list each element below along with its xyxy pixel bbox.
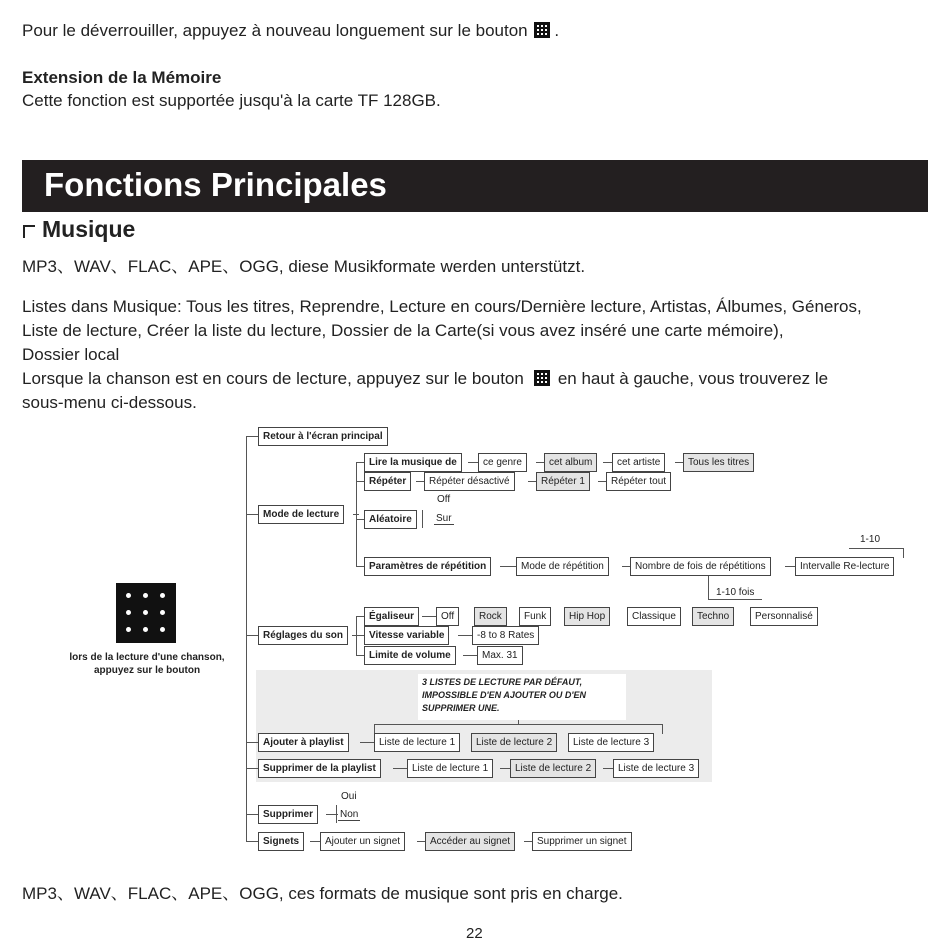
signet-ajouter[interactable]: Ajouter un signet — [320, 832, 405, 851]
connector — [356, 566, 364, 567]
menu-supprimer-playlist[interactable]: Supprimer de la playlist — [258, 759, 381, 778]
unlock-instruction — [22, 21, 559, 41]
connector — [356, 462, 364, 463]
section-banner — [22, 160, 928, 212]
connector — [246, 841, 258, 842]
signet-supprimer[interactable]: Supprimer un signet — [532, 832, 632, 851]
connector — [356, 519, 364, 520]
supprimer-liste-2[interactable]: Liste de lecture 2 — [510, 759, 596, 778]
eq-personnalise[interactable]: Personnalisé — [750, 607, 818, 626]
menu-limite-volume[interactable]: Limite de volume — [364, 646, 456, 665]
connector — [422, 510, 423, 528]
option-oui[interactable]: Oui — [341, 791, 357, 802]
connector — [336, 805, 337, 823]
connector — [500, 768, 510, 769]
connector — [393, 768, 407, 769]
volume-max[interactable]: Max. 31 — [477, 646, 523, 665]
connector — [468, 462, 478, 463]
connector — [903, 548, 904, 558]
option-mode-repetition[interactable]: Mode de répétition — [516, 557, 609, 576]
option-cet-album[interactable]: cet album — [544, 453, 597, 472]
music-formats-line: MP3、WAV、FLAC、APE、OGG, diese Musikformate werden unterstützt. — [22, 257, 586, 276]
connector — [417, 841, 425, 842]
connector — [458, 635, 472, 636]
option-repeter-tout[interactable]: Répéter tout — [606, 472, 671, 491]
connector — [849, 548, 903, 549]
connector — [246, 814, 258, 815]
memory-text: Cette fonction est supportée jusqu'à la carte TF 128GB. — [22, 91, 441, 110]
option-off[interactable]: Off — [437, 494, 451, 505]
mode-branch-line — [356, 462, 357, 566]
range-1-10: 1-10 — [860, 534, 881, 545]
connector — [356, 655, 364, 656]
signet-acceder[interactable]: Accéder au signet — [425, 832, 515, 851]
submenu-text-b: en haut à gauche, vous trouverez le — [557, 369, 829, 388]
submenu-line-2: sous-menu ci-dessous. — [22, 393, 197, 412]
menu-retour[interactable]: Retour à l'écran principal — [258, 427, 388, 446]
playlist-note — [418, 674, 626, 720]
note-line-3: SUPPRIMER UNE. — [422, 703, 500, 713]
menu-ajouter-playlist[interactable]: Ajouter à playlist — [258, 733, 349, 752]
page-number: 22 — [466, 925, 483, 942]
connector — [356, 481, 364, 482]
range-1-10-fois: 1-10 fois — [716, 587, 755, 598]
menu-signets[interactable]: Signets — [258, 832, 304, 851]
icon-caption — [50, 651, 244, 677]
supprimer-liste-1[interactable]: Liste de lecture 1 — [407, 759, 493, 778]
option-cet-artiste[interactable]: cet artiste — [612, 453, 665, 472]
option-intervalle[interactable]: Intervalle Re-lecture — [795, 557, 894, 576]
menu-egaliseur[interactable]: Égaliseur — [364, 607, 419, 626]
connector — [622, 566, 630, 567]
music-lists-line-3: Dossier local — [22, 345, 120, 364]
flag-icon — [22, 224, 38, 238]
connector — [416, 481, 424, 482]
icon-caption-line-2: appuyez sur le bouton — [93, 665, 201, 676]
menu-mode-lecture[interactable]: Mode de lecture — [258, 505, 344, 524]
menu-repeter[interactable]: Répéter — [364, 472, 411, 491]
ajouter-liste-3[interactable]: Liste de lecture 3 — [568, 733, 654, 752]
connector — [708, 575, 709, 599]
connector — [662, 724, 663, 734]
music-heading: Musique — [42, 216, 136, 242]
unlock-end: . — [554, 21, 560, 40]
memory-heading: Extension de la Mémoire — [22, 68, 222, 87]
option-repeter-desactive[interactable]: Répéter désactivé — [424, 472, 515, 491]
music-lists-line-1: Listes dans Musique: Tous les titres, Reprendre, Lecture en cours/Dernière lecture, Artistas, Álbumes, Géneros, — [22, 297, 862, 316]
option-ce-genre[interactable]: ce genre — [478, 453, 527, 472]
connector — [500, 566, 516, 567]
connector — [708, 599, 762, 600]
menu-parametres-repetition[interactable]: Paramètres de répétition — [364, 557, 491, 576]
unlock-text: Pour le déverrouiller, appuyez à nouveau longuement sur le bouton — [22, 21, 528, 40]
connector — [463, 655, 477, 656]
menu-lire-musique[interactable]: Lire la musique de — [364, 453, 462, 472]
footer-formats: MP3、WAV、FLAC、APE、OGG, ces formats de musique sont pris en charge. — [22, 884, 623, 903]
grid-button-icon — [534, 370, 550, 386]
ajouter-liste-1[interactable]: Liste de lecture 1 — [374, 733, 460, 752]
option-nombre-repetitions[interactable]: Nombre de fois de répétitions — [630, 557, 771, 576]
banner-title: Fonctions Principales — [44, 166, 387, 203]
submenu-text-a: Lorsque la chanson est en cours de lecture, appuyez sur le bouton — [22, 369, 524, 388]
music-lists-line-2: Liste de lecture, Créer la liste du lecture, Dossier de la Carte(si vous avez inséré une carte mémoire), — [22, 321, 784, 340]
playlist-bracket — [374, 724, 663, 725]
menu-reglages-son[interactable]: Réglages du son — [258, 626, 348, 645]
connector — [356, 635, 364, 636]
connector — [598, 481, 606, 482]
connector — [675, 462, 683, 463]
option-repeter-1[interactable]: Répéter 1 — [536, 472, 590, 491]
menu-vitesse[interactable]: Vitesse variable — [364, 626, 449, 645]
ajouter-liste-2[interactable]: Liste de lecture 2 — [471, 733, 557, 752]
connector — [246, 635, 258, 636]
vitesse-range[interactable]: -8 to 8 Rates — [472, 626, 539, 645]
connector — [524, 841, 532, 842]
option-tous-titres[interactable]: Tous les titres — [683, 453, 754, 472]
connector — [528, 481, 536, 482]
menu-button-icon — [116, 583, 176, 643]
main-trunk-line — [246, 436, 247, 842]
option-non[interactable]: Non — [340, 809, 359, 820]
icon-caption-line-1: lors de la lecture d'une chanson, — [69, 652, 225, 663]
connector — [356, 616, 364, 617]
eq-off[interactable]: Off — [436, 607, 459, 626]
note-line-2: IMPOSSIBLE D'EN AJOUTER OU D'EN — [422, 690, 586, 700]
eq-hiphop[interactable]: Hip Hop — [564, 607, 610, 626]
eq-techno[interactable]: Techno — [692, 607, 734, 626]
connector — [536, 462, 544, 463]
connector — [246, 768, 258, 769]
connector — [310, 841, 320, 842]
eq-funk[interactable]: Funk — [519, 607, 551, 626]
connector — [246, 514, 258, 515]
connector — [603, 462, 612, 463]
connector — [246, 436, 258, 437]
submenu-instruction — [22, 369, 828, 389]
connector — [422, 616, 436, 617]
note-line-1: 3 LISTES DE LECTURE PAR DÉFAUT, — [422, 677, 583, 687]
eq-rock[interactable]: Rock — [474, 607, 507, 626]
connector — [603, 768, 613, 769]
connector — [785, 566, 795, 567]
grid-button-icon — [534, 22, 550, 38]
connector — [246, 742, 258, 743]
menu-aleatoire[interactable]: Aléatoire — [364, 510, 417, 529]
connector — [360, 742, 374, 743]
menu-supprimer[interactable]: Supprimer — [258, 805, 318, 824]
eq-classique[interactable]: Classique — [627, 607, 681, 626]
supprimer-liste-3[interactable]: Liste de lecture 3 — [613, 759, 699, 778]
option-sur[interactable]: Sur — [436, 513, 452, 524]
